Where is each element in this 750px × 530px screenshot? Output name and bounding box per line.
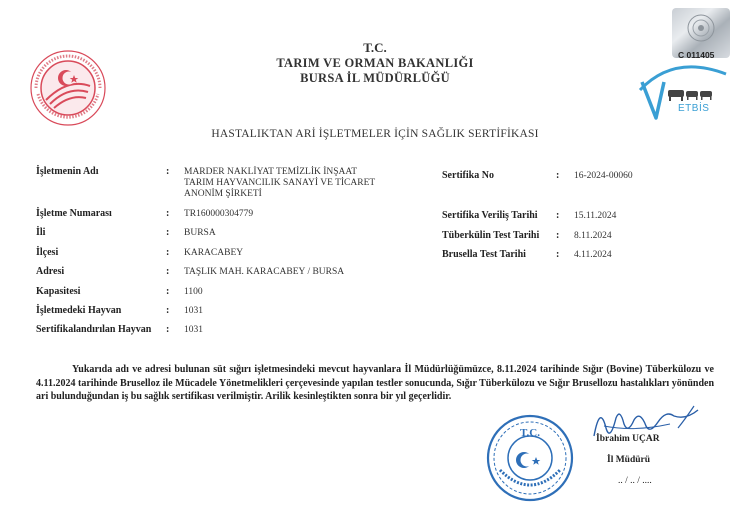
field-label: Kapasitesi xyxy=(36,286,81,297)
field-value: BURSA xyxy=(184,228,216,238)
official-stamp xyxy=(486,412,574,504)
field-value: KARACABEY xyxy=(184,248,244,258)
signatory-title: İl Müdürü xyxy=(607,455,651,465)
field-value: 4.11.2024 xyxy=(574,250,612,260)
field-label: İşletmenin Adı xyxy=(36,166,99,177)
field-value: 8.11.2024 xyxy=(574,231,612,241)
field-label: İşletmedeki Hayvan xyxy=(36,305,122,316)
header-directorate: BURSA İL MÜDÜRLÜĞÜ xyxy=(300,71,450,85)
field-colon: : xyxy=(166,305,170,316)
field-value: 16-2024-00060 xyxy=(574,171,633,181)
field-value: 1031 xyxy=(184,325,203,335)
field-label: Sertifikalandırılan Hayvan xyxy=(36,324,152,335)
field-value: ANONİM ŞİRKETİ xyxy=(184,189,262,199)
signature-date: .. / .. / .... xyxy=(618,476,652,486)
certificate-title: HASTALIKTAN ARİ İŞLETMELER İÇİN SAĞLIK SERTİFİKASI xyxy=(211,128,539,140)
signatory-name: İbrahim UÇAR xyxy=(596,434,660,444)
hologram-code: C 011405 xyxy=(678,50,715,60)
field-label: İli xyxy=(36,227,46,238)
field-label: Brusella Test Tarihi xyxy=(442,249,526,260)
field-label: Tüberkülin Test Tarihi xyxy=(442,230,540,241)
header-ministry: TARIM VE ORMAN BAKANLIĞI xyxy=(276,56,474,70)
field-value: TARIM HAYVANCILIK SANAYİ VE TİCARET xyxy=(184,178,376,188)
field-colon: : xyxy=(166,286,170,297)
field-colon: : xyxy=(556,230,560,241)
header-tc: T.C. xyxy=(363,40,387,55)
field-label: Sertifika No xyxy=(442,170,494,181)
field-colon: : xyxy=(166,266,170,277)
field-label: İlçesi xyxy=(36,247,59,258)
stamp-text: T.C. xyxy=(520,427,540,439)
field-colon: : xyxy=(166,166,170,177)
field-colon: : xyxy=(166,324,170,335)
field-colon: : xyxy=(166,208,170,219)
field-colon: : xyxy=(166,227,170,238)
field-value: MARDER NAKLİYAT TEMİZLİK İNŞAAT xyxy=(184,167,358,177)
certificate-statement: Yukarıda adı ve adresi bulunan süt sığırı işletmesindeki mevcut hayvanlara İl Müdürlüğümüzce, 8.11.2024 tarihinde Sığır (Bovine) Tüberkülozu ve 4.11.2024 tarihinde Bruselloz ile Mücadele Yönetmelikleri çerçevesinde yapılan testler sonucunda, Sığır Tüberkülozu ve Sığır Brusellozu hastalıkları yönünden ari bulunduğundan iş bu sağlık sertifikası verilmiştir. Arilik kesinleştikten sonra bir yıl geçerlidir. xyxy=(36,364,714,402)
field-value: TR160000304779 xyxy=(184,209,254,219)
field-label: Adresi xyxy=(36,266,65,277)
vetbis-wordmark: ETBİS xyxy=(678,103,710,114)
field-colon: : xyxy=(556,170,560,181)
field-value: 1100 xyxy=(184,287,203,297)
field-colon: : xyxy=(556,249,560,260)
field-value: 15.11.2024 xyxy=(574,211,617,221)
field-label: İşletme Numarası xyxy=(36,208,112,219)
field-value: 1031 xyxy=(184,306,203,316)
field-colon: : xyxy=(166,247,170,258)
field-value: TAŞLIK MAH. KARACABEY / BURSA xyxy=(184,267,345,277)
field-colon: : xyxy=(556,210,560,221)
field-label: Sertifika Veriliş Tarihi xyxy=(442,210,538,221)
